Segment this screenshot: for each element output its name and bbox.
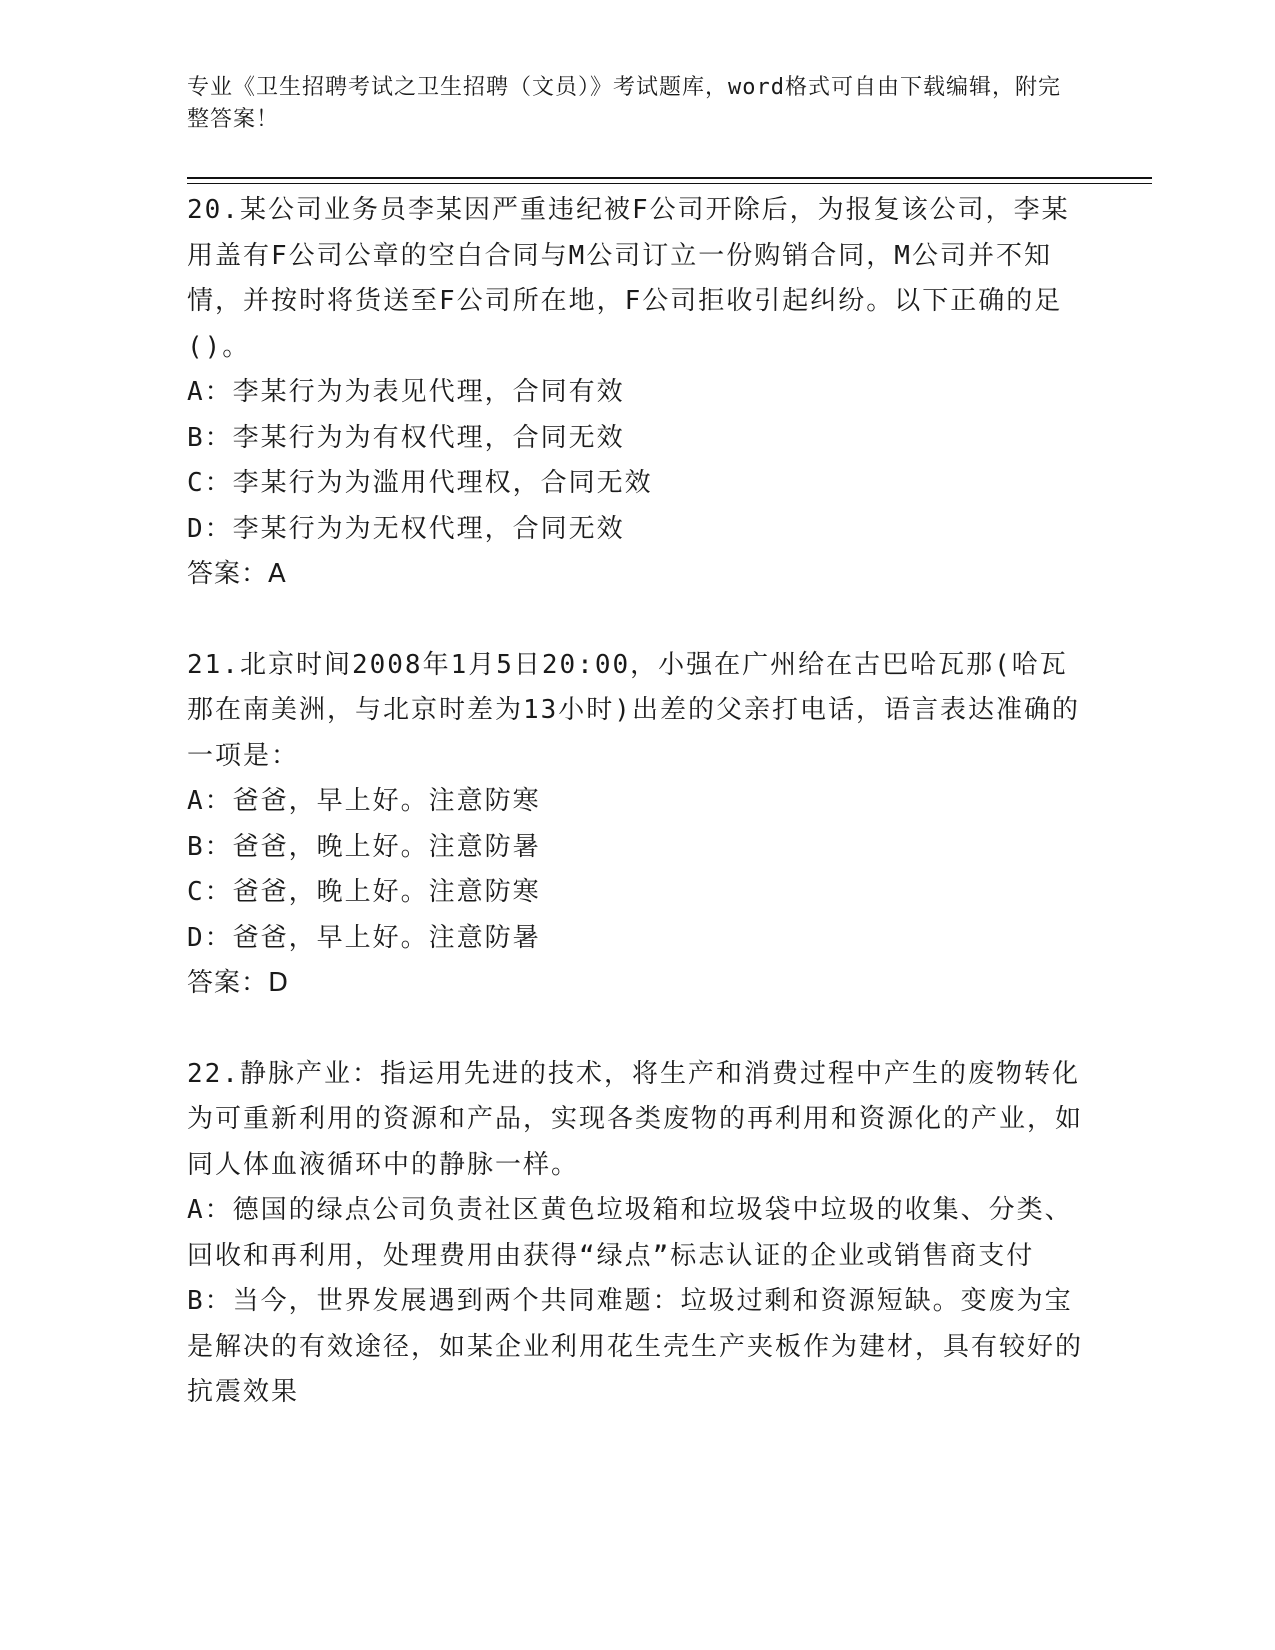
question-stem: 22.静脉产业：指运用先进的技术，将生产和消费过程中产生的废物转化为可重新利用的资源和产品，实现各类废物的再利用和资源化的产业，如同人体血液循环中的静脉一样。 [187,1058,1084,1180]
option-d: D：爸爸，早上好。注意防暑 [187,922,541,953]
option-b: B：李某行为为有权代理，合同无效 [187,422,625,453]
option-d: D：李某行为为无权代理，合同无效 [187,513,625,544]
question-spacer [187,1007,1087,1052]
answer-line: 答案：A [187,559,287,589]
option-b: B：爸爸，晚上好。注意防暑 [187,831,541,862]
answer-line: 答案：D [187,968,290,998]
option-a: A：爸爸，早上好。注意防寒 [187,786,541,816]
option-a: A：李某行为为表见代理，合同有效 [187,377,625,407]
question-stem: 21.北京时间2008年1月5日20:00，小强在广州给在古巴哈瓦那(哈瓦那在南美洲，与北京时差为13小时)出差的父亲打电话，语言表达准确的一项是： [187,649,1080,771]
option-b: B：当今，世界发展遇到两个共同难题：垃圾过剩和资源短缺。变废为宝是解决的有效途径，如某企业利用花生壳生产夹板作为建材，具有较好的抗震效果 [187,1286,1084,1407]
question-21 [187,643,1087,1007]
question-20 [187,188,1087,598]
question-spacer [187,598,1087,643]
option-c: C：李某行为为滥用代理权，合同无效 [187,468,653,498]
header-divider-thick [187,177,1152,179]
header-divider-thin [187,183,1152,184]
question-22 [187,1052,1087,1416]
document-header: 专业《卫生招聘考试之卫生招聘（文员）》考试题库，word格式可自由下载编辑，附完整答案！ [187,75,1061,132]
option-a: A：德国的绿点公司负责社区黄色垃圾箱和垃圾袋中垃圾的收集、分类、回收和再利用，处理费用由获得“绿点”标志认证的企业或销售商支付 [187,1195,1073,1271]
option-c: C：爸爸，晚上好。注意防寒 [187,877,541,907]
question-list [187,188,1087,1416]
question-stem: 20.某公司业务员李某因严重违纪被F公司开除后，为报复该公司，李某用盖有F公司公章的空白合同与M公司订立一份购销合同，M公司并不知情，并按时将货送至F公司所在地，F公司拒收引起纠纷。以下正确的足()。 [187,195,1070,362]
